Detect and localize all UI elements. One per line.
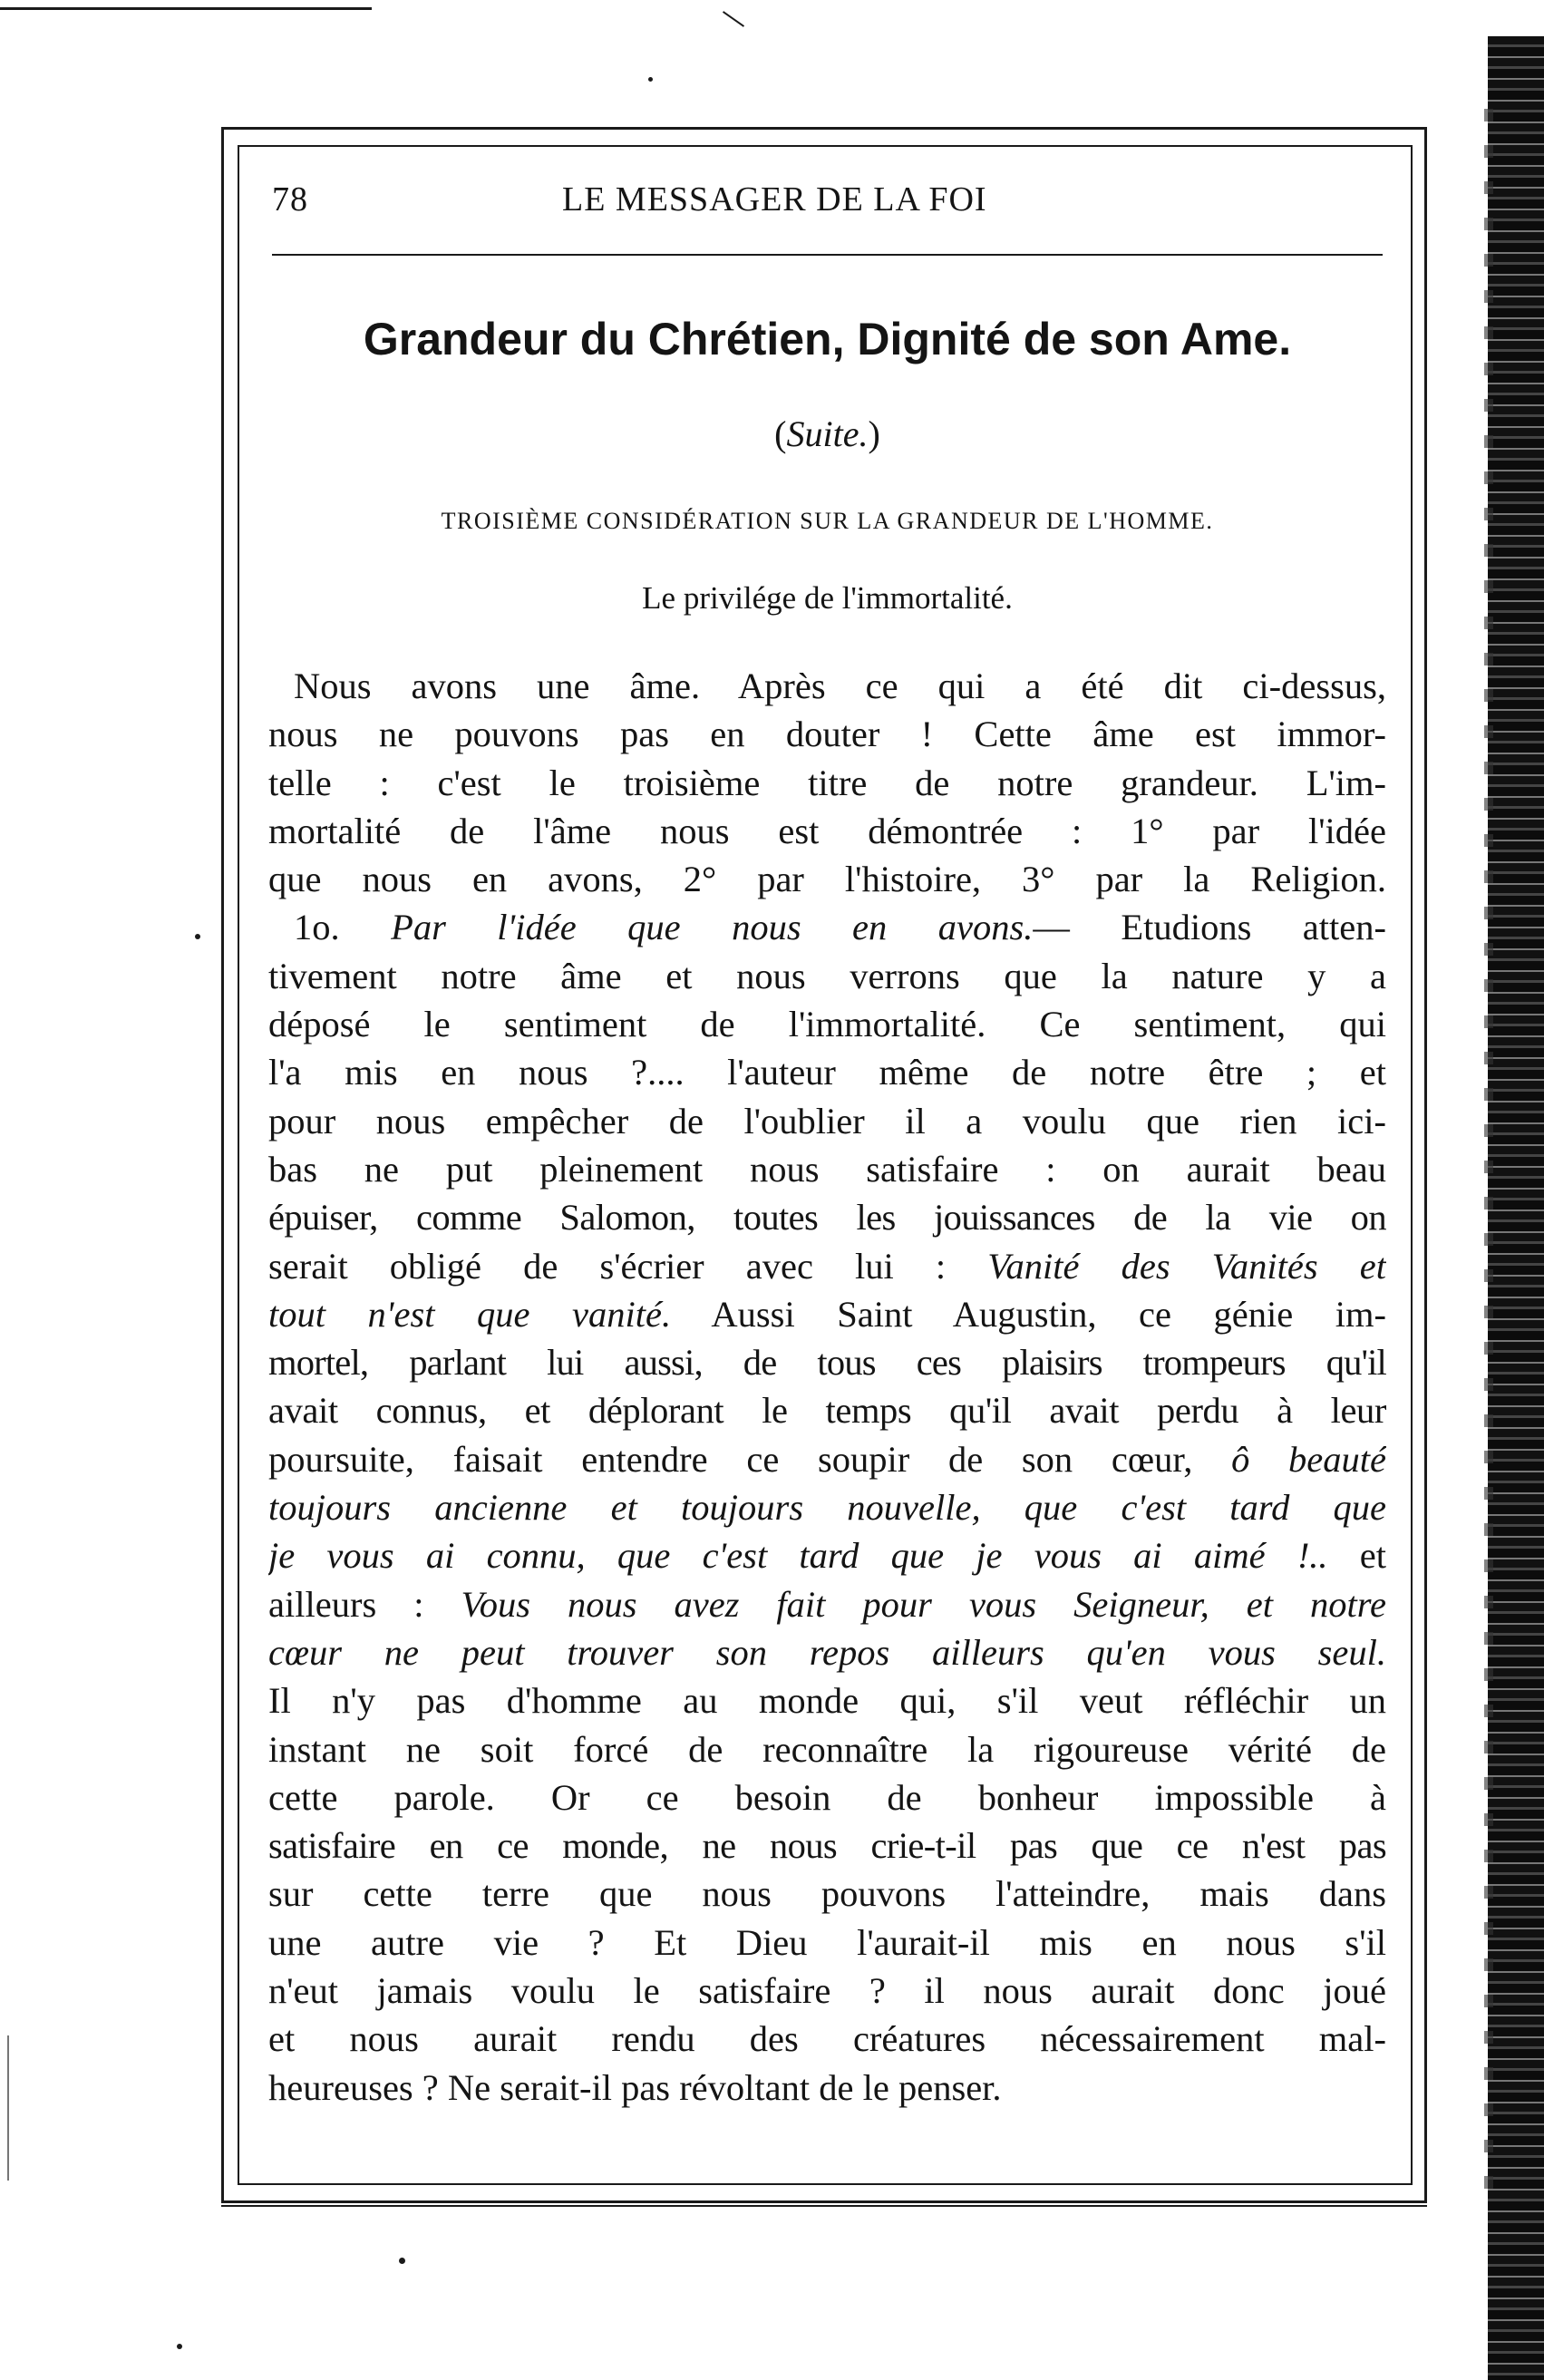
body-line: satisfaire en ce monde, ne nous crie-t-il pas que ce n'est pas (268, 1825, 1386, 1867)
body-fragment-italic: Vanité des Vanités et (987, 1245, 1386, 1287)
body-fragment-italic: Par l'idée que nous en avons. (391, 907, 1034, 948)
body-line: cette parole. Or ce besoin de bonheur impossible à (268, 1776, 1386, 1818)
article-body (268, 662, 1386, 2112)
body-line: nous ne pouvons pas en douter ! Cette âme est immor- (268, 714, 1386, 755)
page-header (272, 172, 1383, 227)
scan-dot (648, 77, 653, 82)
body-fragment: et (1327, 1535, 1386, 1577)
suite-text: Suite. (786, 413, 869, 454)
body-line: pour nous empêcher de l'oublier il a voulu que rien ici- (268, 1100, 1386, 1141)
body-line: sur cette terre que nous pouvons l'atteindre, mais dans (268, 1873, 1386, 1915)
body-line: n'eut jamais voulu le satisfaire ? il nous aurait donc joué (268, 1970, 1386, 2012)
body-line: que nous en avons, 2° par l'histoire, 3° par la Religion. (268, 859, 1386, 900)
scan-binding-edge (1488, 36, 1544, 2380)
body-line: tivement notre âme et nous verrons que la nature y a (268, 955, 1386, 996)
body-line: bas ne put pleinement nous satisfaire : on aurait beau (268, 1148, 1386, 1190)
body-fragment: poursuite, faisait entendre ce soupir de son cœur, (268, 1438, 1232, 1480)
body-line (268, 1580, 1386, 1628)
bottom-rule (221, 2205, 1427, 2207)
body-line: l'a mis en nous ?.... l'auteur même de notre être ; et (268, 1052, 1386, 1093)
scan-dot (177, 2344, 182, 2349)
running-head: LE MESSAGER DE LA FOI (562, 180, 987, 219)
sub-heading: Le privilége de l'immortalité. (642, 580, 1013, 616)
body-line: telle : c'est le troisième titre de notre grandeur. L'im- (268, 762, 1386, 803)
body-line-italic: cœur ne peut trouver son repos ailleurs qu'en vous seul. (268, 1631, 1386, 1673)
body-fragment: 1o. (294, 907, 392, 948)
body-line-italic: toujours ancienne et toujours nouvelle, que c'est tard que (268, 1487, 1386, 1529)
article-title: Grandeur du Chrétien, Dignité de son Ame. (363, 314, 1292, 364)
body-fragment: ailleurs : (268, 1583, 461, 1625)
scan-dot (399, 2258, 405, 2264)
body-fragment: Aussi Saint Augustin, ce génie im- (671, 1293, 1386, 1335)
body-fragment-italic: ô beauté (1231, 1438, 1386, 1480)
body-line: heureuses ? Ne serait-il pas révoltant de le penser. (268, 2066, 1002, 2108)
body-fragment-italic: je vous ai connu, que c'est tard que je vous ai aimé !.. (268, 1535, 1328, 1577)
body-fragment: — Etudions atten- (1033, 907, 1386, 948)
scan-corner-mark (723, 11, 744, 27)
section-heading: TROISIÈME CONSIDÉRATION SUR LA GRANDEUR DE L'HOMME. (441, 508, 1214, 534)
scan-dot (195, 934, 200, 939)
body-line (268, 1290, 1386, 1338)
body-line: mortel, parlant lui aussi, de tous ces plaisirs trompeurs qu'il (268, 1342, 1386, 1384)
body-line (268, 1242, 1386, 1290)
body-line: Nous avons une âme. Après ce qui a été dit ci-dessus, (294, 665, 1386, 706)
body-line: déposé le sentiment de l'immortalité. Ce sentiment, qui (268, 1004, 1386, 1045)
body-line: instant ne soit forcé de reconnaître la rigoureuse vérité de (268, 1728, 1386, 1770)
scan-binding-shadow (1484, 109, 1493, 2194)
suite-label (272, 413, 1383, 455)
scan-top-line (0, 7, 372, 10)
body-line: avait connus, et déplorant le temps qu'il avait perdu à leur (268, 1390, 1386, 1432)
suite-close-paren: ) (868, 413, 880, 454)
body-fragment: serait obligé de s'écrier avec lui : (268, 1245, 988, 1287)
header-rule (272, 254, 1383, 256)
page-number: 78 (272, 180, 308, 219)
body-line: mortalité de l'âme nous est démontrée : 1° par l'idée (268, 810, 1386, 851)
body-line: épuiser, comme Salomon, toutes les jouissances de la vie on (268, 1197, 1386, 1239)
body-line: Il n'y pas d'homme au monde qui, s'il veut réfléchir un (268, 1680, 1386, 1722)
body-line (268, 903, 1386, 951)
body-fragment-italic: Vous nous avez fait pour vous Seigneur, et notre (461, 1583, 1386, 1625)
scan-left-tick (7, 2035, 9, 2181)
body-line: une autre vie ? Et Dieu l'aurait-il mis en nous s'il (268, 1921, 1386, 1963)
body-line (268, 1435, 1386, 1483)
body-fragment-italic: tout n'est que vanité. (268, 1293, 672, 1335)
suite-open-paren: ( (774, 413, 787, 454)
body-line: et nous aurait rendu des créatures nécessairement mal- (268, 2018, 1386, 2060)
body-line (268, 1531, 1386, 1579)
